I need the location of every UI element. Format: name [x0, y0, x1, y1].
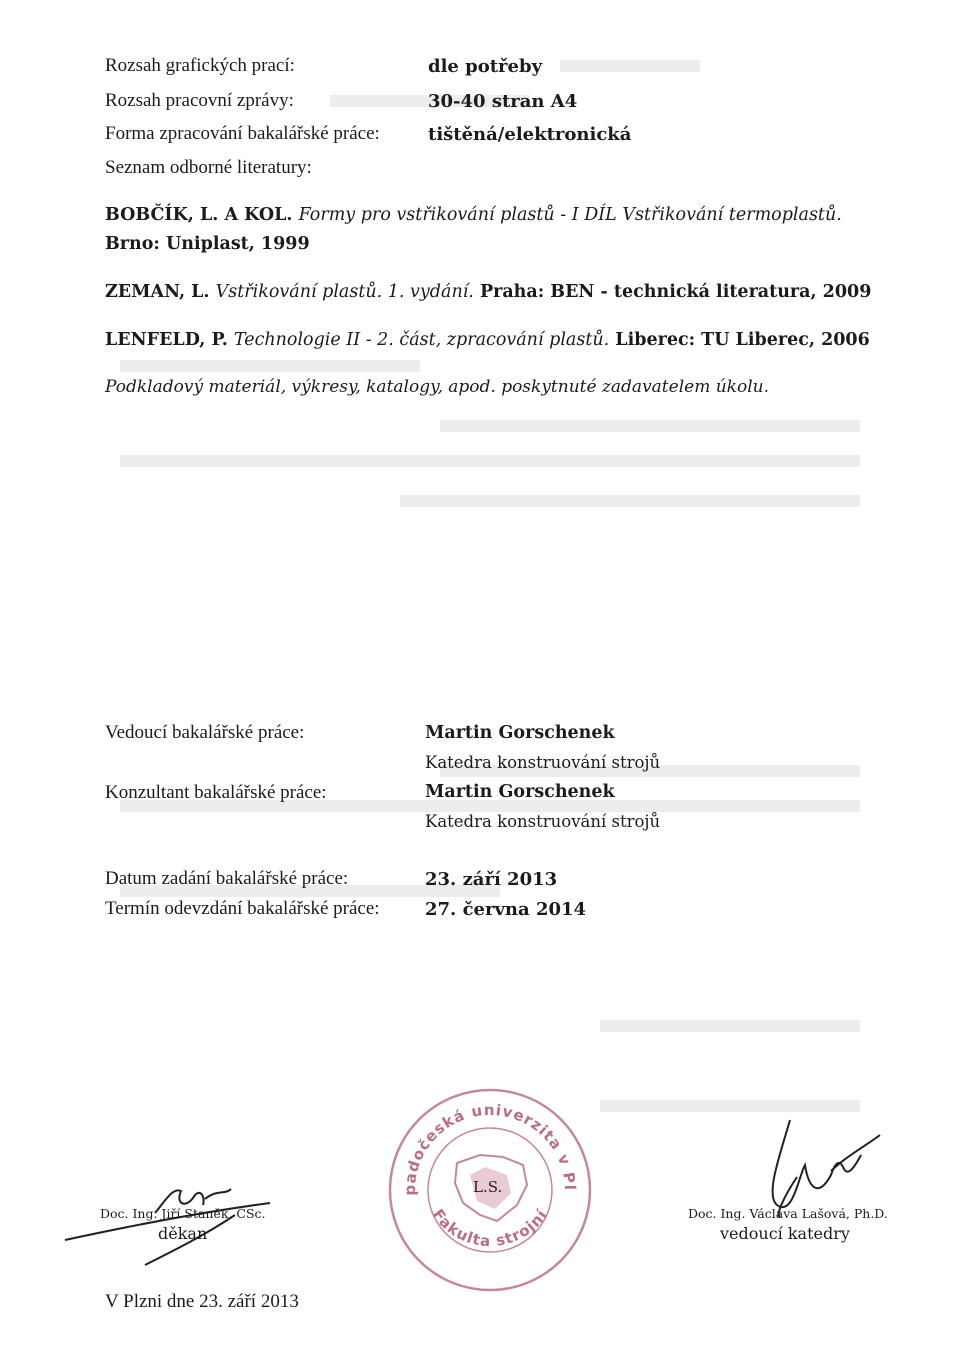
supervisor-department: Katedra konstruování strojů	[425, 753, 661, 772]
reference-item: ZEMAN, L. Vstřikování plastů. 1. vydání. Praha: BEN - technická literatura, 2009	[105, 282, 872, 302]
range-report-value: 30-40 stran A4	[428, 91, 578, 112]
stamp-bottom-text: Fakulta strojní	[428, 1205, 552, 1251]
submission-date-value: 27. června 2014	[425, 899, 587, 920]
consultant-department: Katedra konstruování strojů	[425, 812, 661, 831]
svg-text:Fakulta strojní	[429, 1206, 551, 1250]
assignment-date-label: Datum zadání bakalářské práce:	[105, 868, 349, 889]
range-report-label: Rozsah pracovní zprávy:	[105, 90, 294, 111]
dean-name: Doc. Ing. Jiří Staněk, CSc.	[100, 1206, 266, 1221]
submission-date-label: Termín odevzdání bakalářské práce:	[105, 898, 380, 919]
place-date: V Plzni dne 23. září 2013	[105, 1291, 299, 1312]
dean-role: děkan	[158, 1224, 208, 1243]
stamp-center-text: L.S.	[473, 1178, 503, 1196]
materials-note: Podkladový materiál, výkresy, katalogy, apod. poskytnuté zadavatelem úkolu.	[105, 377, 769, 397]
range-graphics-value: dle potřeby	[428, 56, 543, 77]
reference-publisher: Brno: Uniplast, 1999	[105, 234, 310, 254]
reference-item: BOBČÍK, L. A KOL. Formy pro vstřikování plastů - I DÍL Vstřikování termoplastů.	[105, 205, 842, 225]
literature-label: Seznam odborné literatury:	[105, 157, 312, 178]
supervisor-label: Vedoucí bakalářské práce:	[105, 722, 305, 743]
range-graphics-label: Rozsah grafických prací:	[105, 55, 295, 76]
university-stamp	[385, 1085, 595, 1295]
reference-item: LENFELD, P. Technologie II - 2. část, zpracování plastů. Liberec: TU Liberec, 2006	[105, 330, 870, 350]
consultant-label: Konzultant bakalářské práce:	[105, 782, 327, 803]
assignment-date-value: 23. září 2013	[425, 869, 558, 890]
department-head-signature	[735, 1105, 885, 1220]
department-head-name: Doc. Ing. Václava Lašová, Ph.D.	[688, 1206, 888, 1221]
supervisor-name: Martin Gorschenek	[425, 723, 615, 743]
thesis-form-value: tištěná/elektronická	[428, 124, 632, 145]
thesis-form-label: Forma zpracování bakalářské práce:	[105, 123, 380, 144]
department-head-role: vedoucí katedry	[720, 1224, 850, 1243]
stamp-top-text: padočeská univerzita v Pl	[400, 1100, 580, 1196]
consultant-name: Martin Gorschenek	[425, 782, 615, 802]
